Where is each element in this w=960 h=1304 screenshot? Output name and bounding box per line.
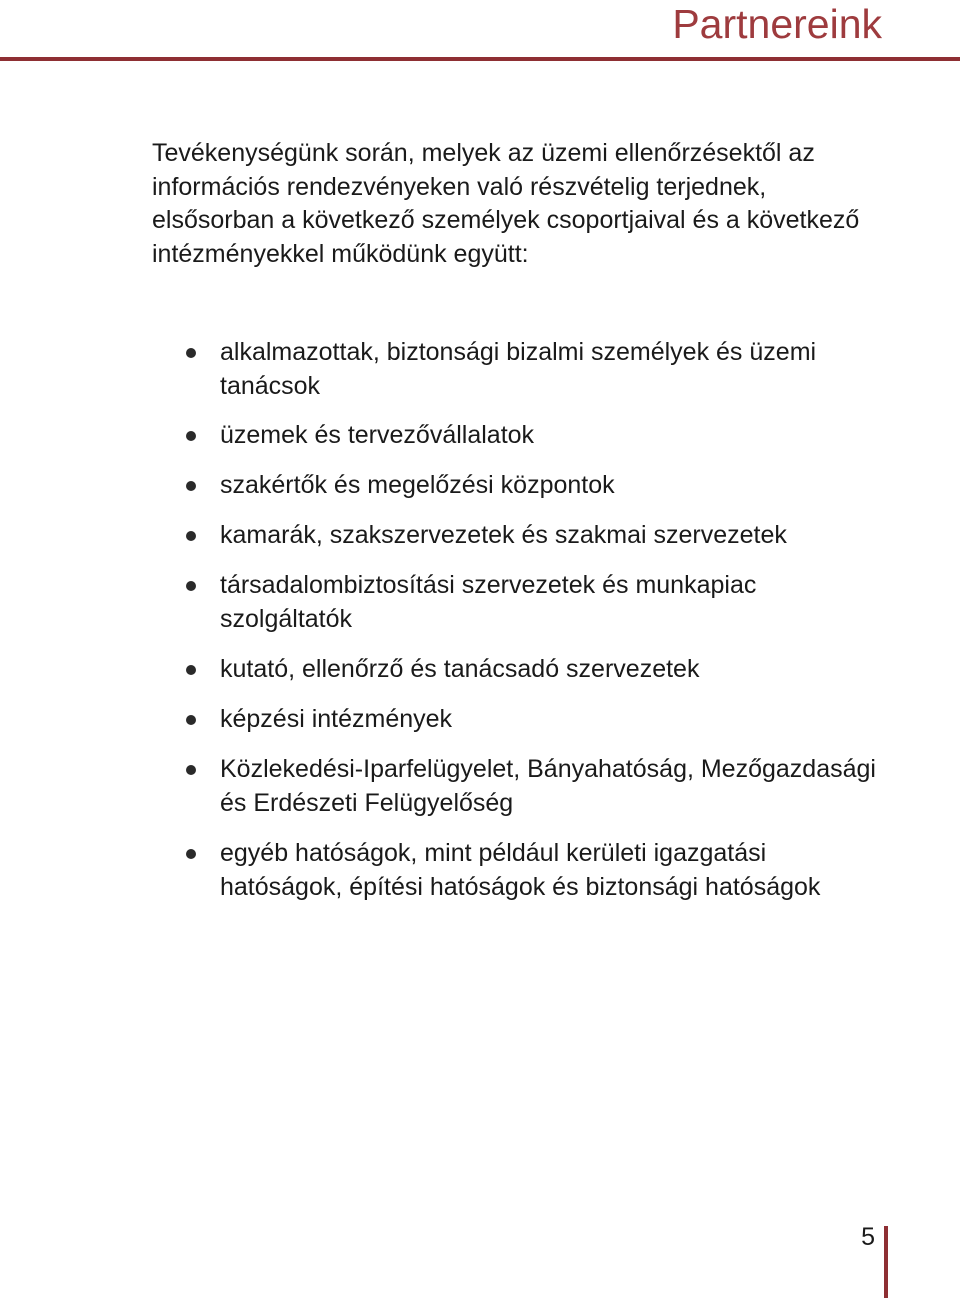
page-number-divider [884,1226,888,1298]
intro-paragraph: Tevékenységünk során, melyek az üzemi ellenőrzésektől az információs rendezvényeken való részvételig terjednek, elsősorban a következő személyek csoportjaival és a következő intézményekkel működünk együtt: [152,139,860,268]
bullet-icon [186,431,196,441]
title-divider [0,57,960,61]
bullet-icon [186,715,196,725]
bullet-icon [186,665,196,675]
list-item-text: Közlekedési-Iparfelügyelet, Bányahatóság, Mezőgazdasági és Erdészeti Felügyelőség [220,755,876,817]
bullet-icon [186,531,196,541]
list-item-text: kamarák, szakszervezetek és szakmai szervezetek [220,521,787,549]
list-item-text: alkalmazottak, biztonsági bizalmi személyek és üzemi tanácsok [220,338,817,400]
bullet-icon [186,481,196,491]
page-title: Partnereink [672,1,882,47]
list-item-text: kutató, ellenőrző és tanácsadó szervezetek [220,655,700,683]
list-item-text: egyéb hatóságok, mint például kerületi igazgatási hatóságok, építési hatóságok és biztonsági hatóságok [220,839,821,901]
page-number: 5 [861,1223,875,1251]
list-item-text: szakértők és megelőzési központok [220,471,615,499]
bullet-icon [186,348,196,358]
list-item-text: üzemek és tervezővállalatok [220,421,535,449]
list-item-text: képzési intézmények [220,705,453,733]
bullet-icon [186,849,196,859]
list-item-text: társadalombiztosítási szervezetek és munkapiac szolgáltatók [220,571,757,633]
bullet-icon [186,581,196,591]
bullet-icon [186,765,196,775]
